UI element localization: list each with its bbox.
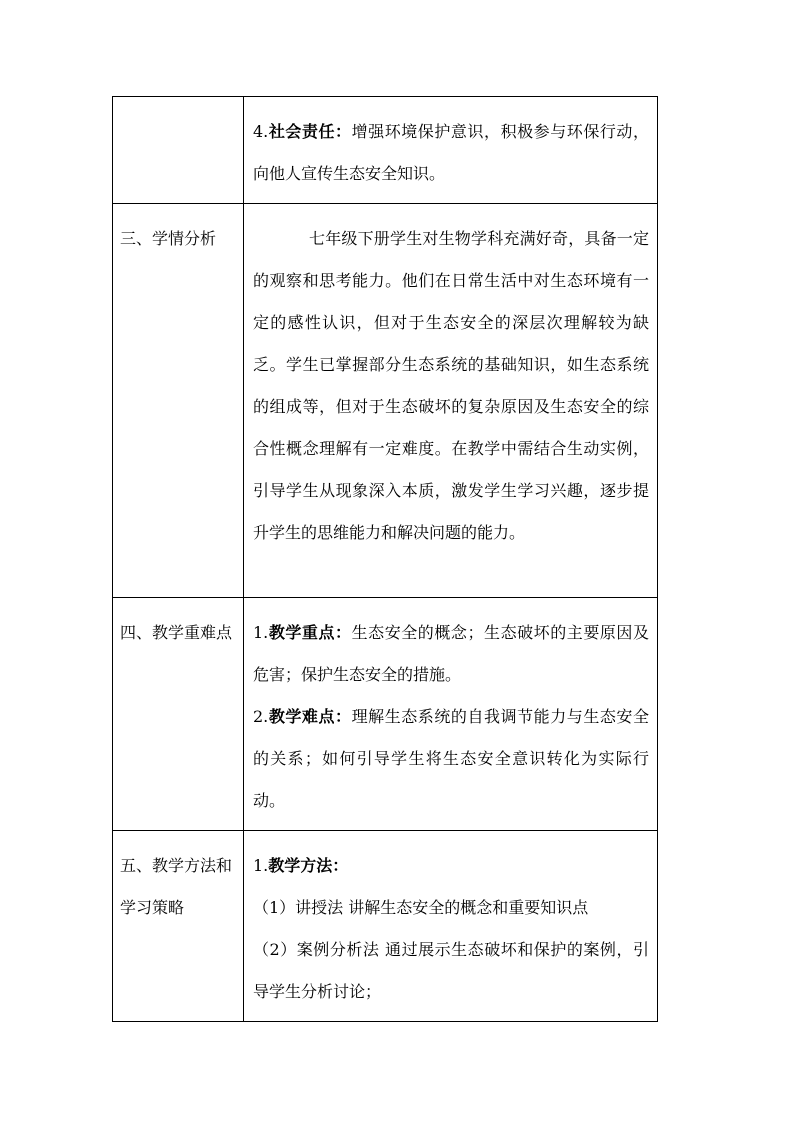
row-content bbox=[244, 97, 658, 204]
item-title: 教学难点： bbox=[268, 707, 352, 726]
row-label: 三、学情分析 bbox=[113, 204, 244, 598]
table-row bbox=[113, 204, 658, 598]
row-label: 四、教学重难点 bbox=[113, 598, 244, 831]
lesson-plan-table bbox=[112, 96, 658, 1022]
sub-item: （2）案例分析法 通过展示生态破坏和保护的案例，引导学生分析讨论； bbox=[253, 940, 649, 1001]
item-title: 教学重点： bbox=[268, 623, 352, 642]
item-title: 教学方法： bbox=[268, 856, 349, 875]
item-number: 1. bbox=[253, 623, 269, 642]
analysis-paragraph: 七年级下册学生对生物学科充满好奇，具备一定的观察和思考能力。他们在日常生活中对生态环境有一定的感性认识，但对于生态安全的深层次理解较为缺乏。学生已掌握部分生态系统的基础知识，如生态系统的组成等，但对于生态破坏的复杂原因及生态安全的综合性概念理解有一定难度。在教学中需结合生动实例，引导学生从现象深入本质，激发学生学习兴趣，逐步提升学生的思维能力和解决问题的能力。 bbox=[253, 229, 649, 542]
item-text: 增强环境保护意识，积极参与环保行动，向他人宣传生态安全知识。 bbox=[253, 122, 649, 183]
row-label bbox=[113, 97, 244, 204]
table-row bbox=[113, 831, 658, 1022]
item-number: 4. bbox=[253, 122, 269, 141]
table-row bbox=[113, 97, 658, 204]
row-content bbox=[244, 831, 658, 1022]
item-text: 生态安全的概念；生态破坏的主要原因及危害；保护生态安全的措施。 bbox=[253, 623, 649, 684]
sub-item: （1）讲授法 讲解生态安全的概念和重要知识点 bbox=[253, 898, 589, 917]
table-row bbox=[113, 598, 658, 831]
row-content bbox=[244, 204, 658, 598]
item-number: 2. bbox=[253, 707, 269, 726]
list-item bbox=[253, 845, 649, 887]
list-item bbox=[253, 696, 649, 822]
item-number: 1. bbox=[253, 856, 269, 875]
item-title: 社会责任： bbox=[268, 122, 352, 141]
item-text: 理解生态系统的自我调节能力与生态安全的关系；如何引导学生将生态安全意识转化为实际行动。 bbox=[253, 707, 649, 810]
row-label: 五、教学方法和学习策略 bbox=[113, 831, 244, 1022]
list-item bbox=[253, 612, 649, 696]
row-content bbox=[244, 598, 658, 831]
list-item bbox=[253, 111, 649, 195]
